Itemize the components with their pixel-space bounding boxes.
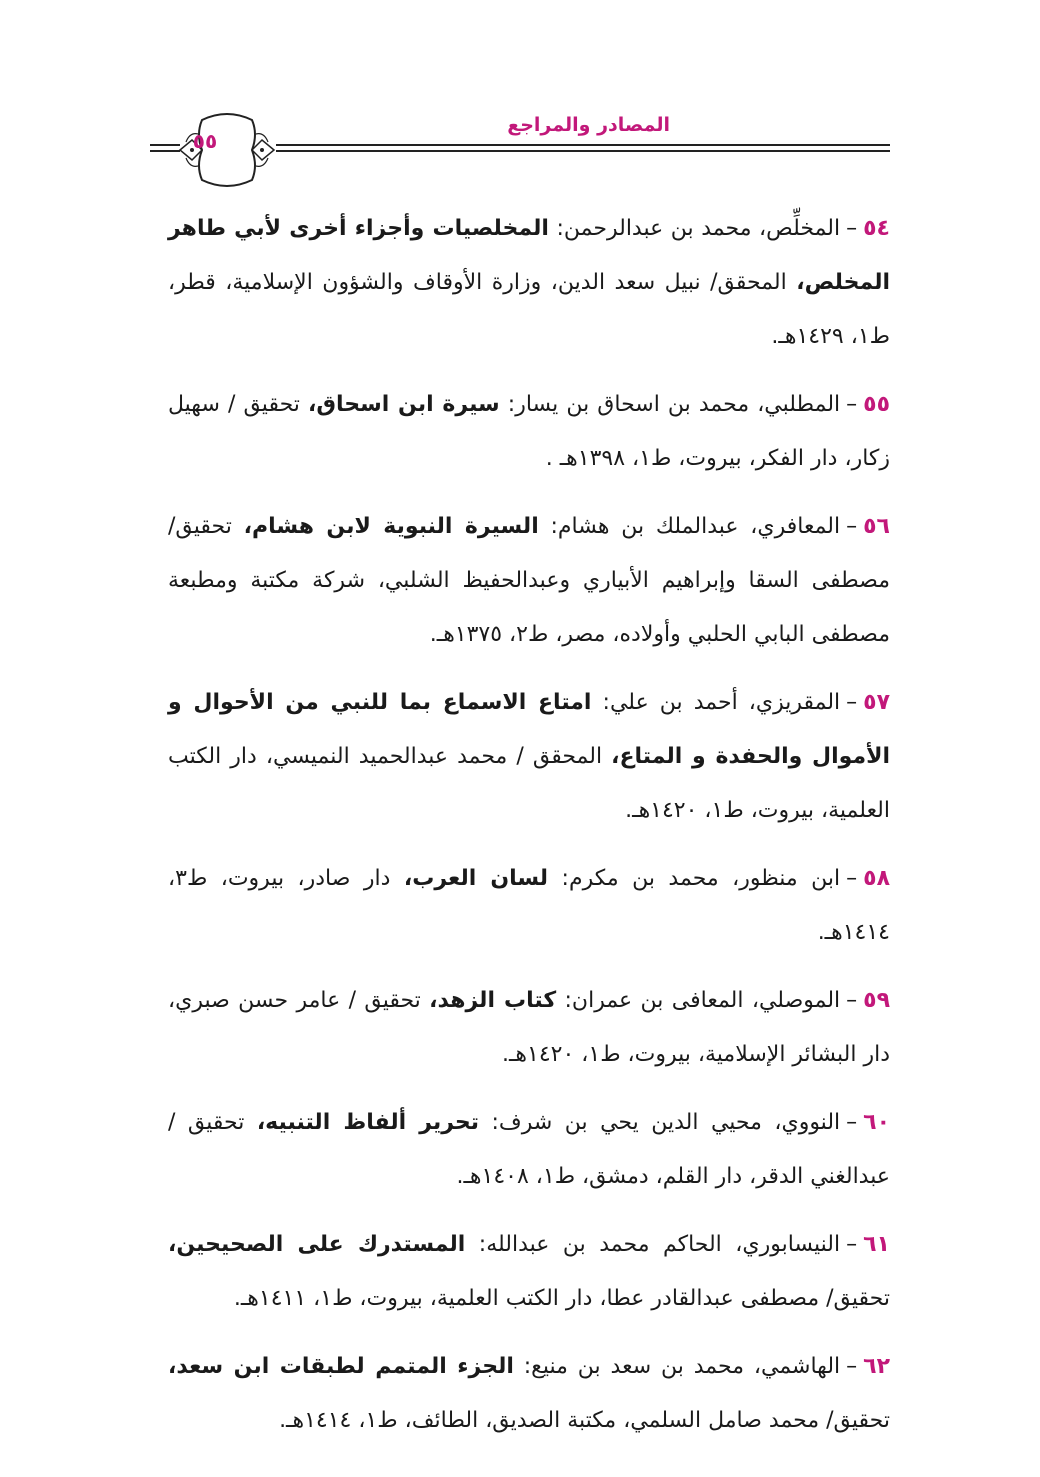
- entry-author: ابن منظور، محمد بن مكرم:: [548, 866, 841, 891]
- bibliography-entry: [168, 378, 890, 486]
- entry-dash: –: [846, 690, 858, 715]
- entry-title: لسان العرب،: [403, 866, 549, 891]
- bibliography-entry: [168, 852, 890, 960]
- entry-number: ٥٥: [863, 392, 890, 417]
- bibliography-entry: [168, 676, 890, 838]
- entry-dash: –: [846, 216, 858, 241]
- entry-number: ٦١: [863, 1232, 890, 1257]
- entry-publication: تحقيق / عبدالغني الدقر، دار القلم، دمشق، ط١، ١٤٠٨هـ.: [168, 1110, 890, 1189]
- entry-publication: تحقيق/ مصطفى عبدالقادر عطا، دار الكتب العلمية، بيروت، ط١، ١٤١١هـ.: [233, 1286, 890, 1311]
- bibliography-list: [168, 202, 890, 1462]
- entry-dash: –: [846, 1110, 858, 1135]
- entry-publication: تحقيق / عامر حسن صبري، دار البشائر الإسلامية، بيروت، ط١، ١٤٢٠هـ.: [168, 988, 890, 1067]
- entry-dash: –: [846, 1354, 858, 1379]
- entry-title: المخلصيات وأجزاء أخرى لأبي طاهر المخلص،: [168, 216, 890, 295]
- entry-dash: –: [846, 1232, 858, 1257]
- entry-number: ٥٤: [863, 216, 890, 241]
- entry-number: ٥٧: [863, 690, 890, 715]
- entry-dash: –: [846, 866, 858, 891]
- bibliography-entry: [168, 1340, 890, 1448]
- bibliography-entry: [168, 1218, 890, 1326]
- bibliography-entry: [168, 1096, 890, 1204]
- entry-author: النيسابوري، الحاكم محمد بن عبدالله:: [465, 1232, 841, 1257]
- entry-number: ٦٠: [863, 1110, 891, 1135]
- entry-publication: تحقيق/ محمد صامل السلمي، مكتبة الصديق، الطائف، ط١، ١٤١٤هـ.: [279, 1408, 890, 1433]
- header-rule-top: [276, 144, 890, 146]
- entry-author: المعافري، عبدالملك بن هشام:: [538, 514, 841, 539]
- entry-publication: المحقق / محمد عبدالحميد النميسي، دار الكتب العلمية، بيروت، ط١، ١٤٢٠هـ.: [168, 744, 890, 823]
- entry-title: امتاع الاسماع بما للنبي من الأحوال و الأموال والحفدة و المتاع،: [168, 690, 890, 769]
- page-number: ٥٥: [192, 129, 218, 153]
- entry-title: الجزء المتمم لطبقات ابن سعد،: [168, 1354, 514, 1379]
- entry-title: السيرة النبوية لابن هشام،: [243, 514, 539, 539]
- bibliography-entry: [168, 500, 890, 662]
- entry-number: ٥٩: [863, 988, 891, 1013]
- entry-author: المطلبي، محمد بن اسحاق بن يسار:: [499, 392, 841, 417]
- entry-publication: تحقيق / سهيل زكار، دار الفكر، بيروت، ط١، ١٣٩٨هـ .: [168, 392, 890, 471]
- entry-dash: –: [846, 988, 858, 1013]
- entry-dash: –: [846, 514, 858, 539]
- entry-author: الموصلي، المعافى بن عمران:: [556, 988, 841, 1013]
- entry-publication: المحقق/ نبيل سعد الدين، وزارة الأوقاف والشؤون الإسلامية، قطر، ط١، ١٤٢٩هـ.: [168, 270, 890, 349]
- bibliography-entry: [168, 974, 890, 1082]
- entry-title: المستدرك على الصحيحين،: [168, 1232, 466, 1257]
- entry-author: الهاشمي، محمد بن سعد بن منيع:: [513, 1354, 841, 1379]
- section-title: المصادر والمراجع: [507, 114, 670, 136]
- entry-publication: تحقيق/ مصطفى السقا وإبراهيم الأبياري وعبدالحفيظ الشلبي، شركة مكتبة ومطبعة مصطفى البابي الحلبي وأولاده، مصر، ط٢، ١٣٧٥هـ.: [168, 514, 890, 647]
- entry-author: النووي، محيي الدين يحي بن شرف:: [479, 1110, 841, 1135]
- header-rule-bottom: [276, 150, 890, 152]
- entry-number: ٥٨: [863, 866, 890, 891]
- entry-author: المخلِّص، محمد بن عبدالرحمن:: [548, 216, 841, 241]
- entry-number: ٦٢: [863, 1354, 890, 1379]
- entry-number: ٥٦: [863, 514, 890, 539]
- entry-title: سيرة ابن اسحاق،: [307, 392, 500, 417]
- entry-dash: –: [846, 392, 858, 417]
- entry-publication: دار صادر، بيروت، ط٣، ١٤١٤هـ.: [168, 866, 890, 945]
- entry-title: كتاب الزهد،: [429, 988, 557, 1013]
- entry-author: المقريزي، أحمد بن علي:: [591, 690, 841, 715]
- page-header: [150, 100, 890, 190]
- bibliography-entry: [168, 202, 890, 364]
- entry-title: تحرير ألفاظ التنبيه،: [256, 1110, 480, 1135]
